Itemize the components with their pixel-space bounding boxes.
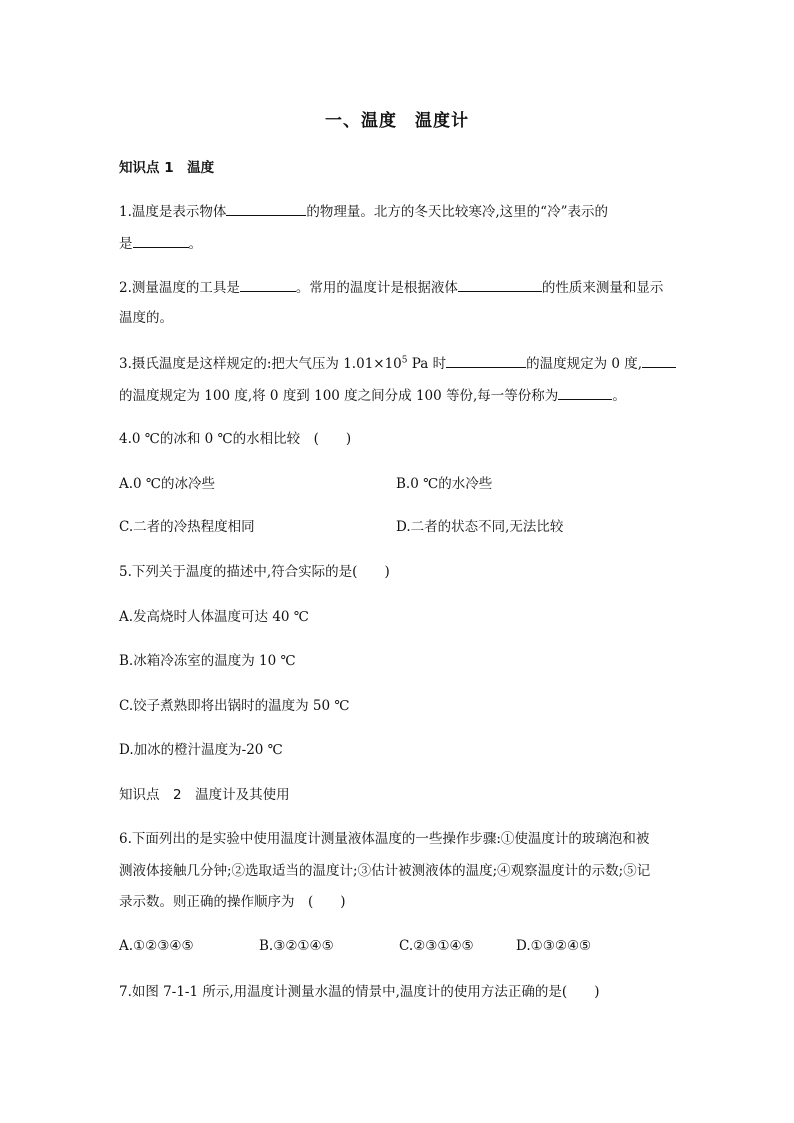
q4-option-c[interactable]: C.二者的冷热程度相同 [119, 519, 255, 535]
question-6-line-3: 录示数。则正确的操作顺序为 ( ) [119, 894, 346, 910]
q4-option-a[interactable]: A.0 ℃的冰冷些 [119, 476, 216, 492]
q4-option-d[interactable]: D.二者的状态不同,无法比较 [396, 519, 564, 535]
question-1-line-1 [119, 201, 608, 222]
q1-text-a: 1.温度是表示物体 [119, 204, 227, 220]
q5-option-c[interactable]: C.饺子煮熟即将出锅时的温度为 50 ℃ [119, 698, 350, 714]
q4-option-b[interactable]: B.0 ℃的水冷些 [396, 476, 493, 492]
q1-text-c: 是 [119, 236, 133, 252]
q6-option-c[interactable]: C.②③①④⑤ [399, 938, 474, 954]
question-3-line-2 [119, 385, 626, 406]
q3-text-b: Pa 时 [407, 356, 447, 372]
question-7-stem: 7.如图 7-1-1 所示,用温度计测量水温的情景中,温度计的使用方法正确的是( ) [119, 984, 600, 1000]
question-1-line-2 [119, 233, 202, 254]
q2-blank-2[interactable] [458, 277, 542, 292]
q3-blank-3[interactable] [558, 385, 612, 400]
q5-option-d[interactable]: D.加冰的橙汁温度为-20 ℃ [119, 742, 283, 758]
q5-option-b[interactable]: B.冰箱冷冻室的温度为 10 ℃ [119, 653, 296, 669]
section-heading-temperature: 知识点 1 温度 [119, 160, 215, 176]
question-4-stem: 4.0 ℃的冰和 0 ℃的水相比较 ( ) [119, 431, 352, 447]
q3-exponent: 5 [401, 355, 408, 366]
q1-text-b: 的物理量。北方的冬天比较寒冷,这里的“冷”表示的 [306, 204, 608, 220]
q6-option-d[interactable]: D.①③②④⑤ [516, 938, 592, 954]
q6-option-b[interactable]: B.③②①④⑤ [259, 938, 334, 954]
question-2-line-1 [119, 277, 663, 298]
q3-text-a: 3.摄氏温度是这样规定的:把大气压为 1.01×10 [119, 356, 402, 372]
q5-option-a[interactable]: A.发高烧时人体温度可达 40 ℃ [119, 609, 309, 625]
q3-text-d: 的温度规定为 100 度,将 0 度到 100 度之间分成 100 等份,每一等份称为 [119, 388, 559, 404]
q1-blank-1[interactable] [226, 201, 306, 216]
question-5-stem: 5.下列关于温度的描述中,符合实际的是( ) [119, 564, 390, 580]
q2-text-d: 温度的。 [119, 310, 173, 326]
q2-text-b: 。常用的温度计是根据液体 [295, 280, 458, 296]
q1-text-d: 。 [188, 236, 202, 252]
question-3-line-1 [119, 353, 676, 374]
question-6-line-2: 测液体接触几分钟;②选取适当的温度计;③估计被测液体的温度;④观察温度计的示数;⑤记 [119, 863, 651, 879]
page-title: 一、温度 温度计 [325, 111, 469, 131]
q3-blank-1[interactable] [446, 353, 526, 368]
q3-text-e: 。 [612, 388, 626, 404]
q2-text-c: 的性质来测量和显示 [541, 280, 664, 296]
question-2-line-2 [119, 308, 173, 328]
q2-blank-1[interactable] [240, 277, 296, 292]
q3-text-c: 的温度规定为 0 度, [526, 356, 643, 372]
q2-text-a: 2.测量温度的工具是 [119, 280, 240, 296]
question-6-line-1: 6.下面列出的是实验中使用温度计测量液体温度的一些操作步骤:①使温度计的玻璃泡和被 [119, 831, 650, 847]
q1-blank-2[interactable] [133, 233, 189, 248]
q3-blank-2[interactable] [642, 353, 676, 368]
q6-option-a[interactable]: A.①②③④⑤ [119, 938, 194, 954]
section-heading-thermometer: 知识点 2 温度计及其使用 [119, 787, 290, 803]
